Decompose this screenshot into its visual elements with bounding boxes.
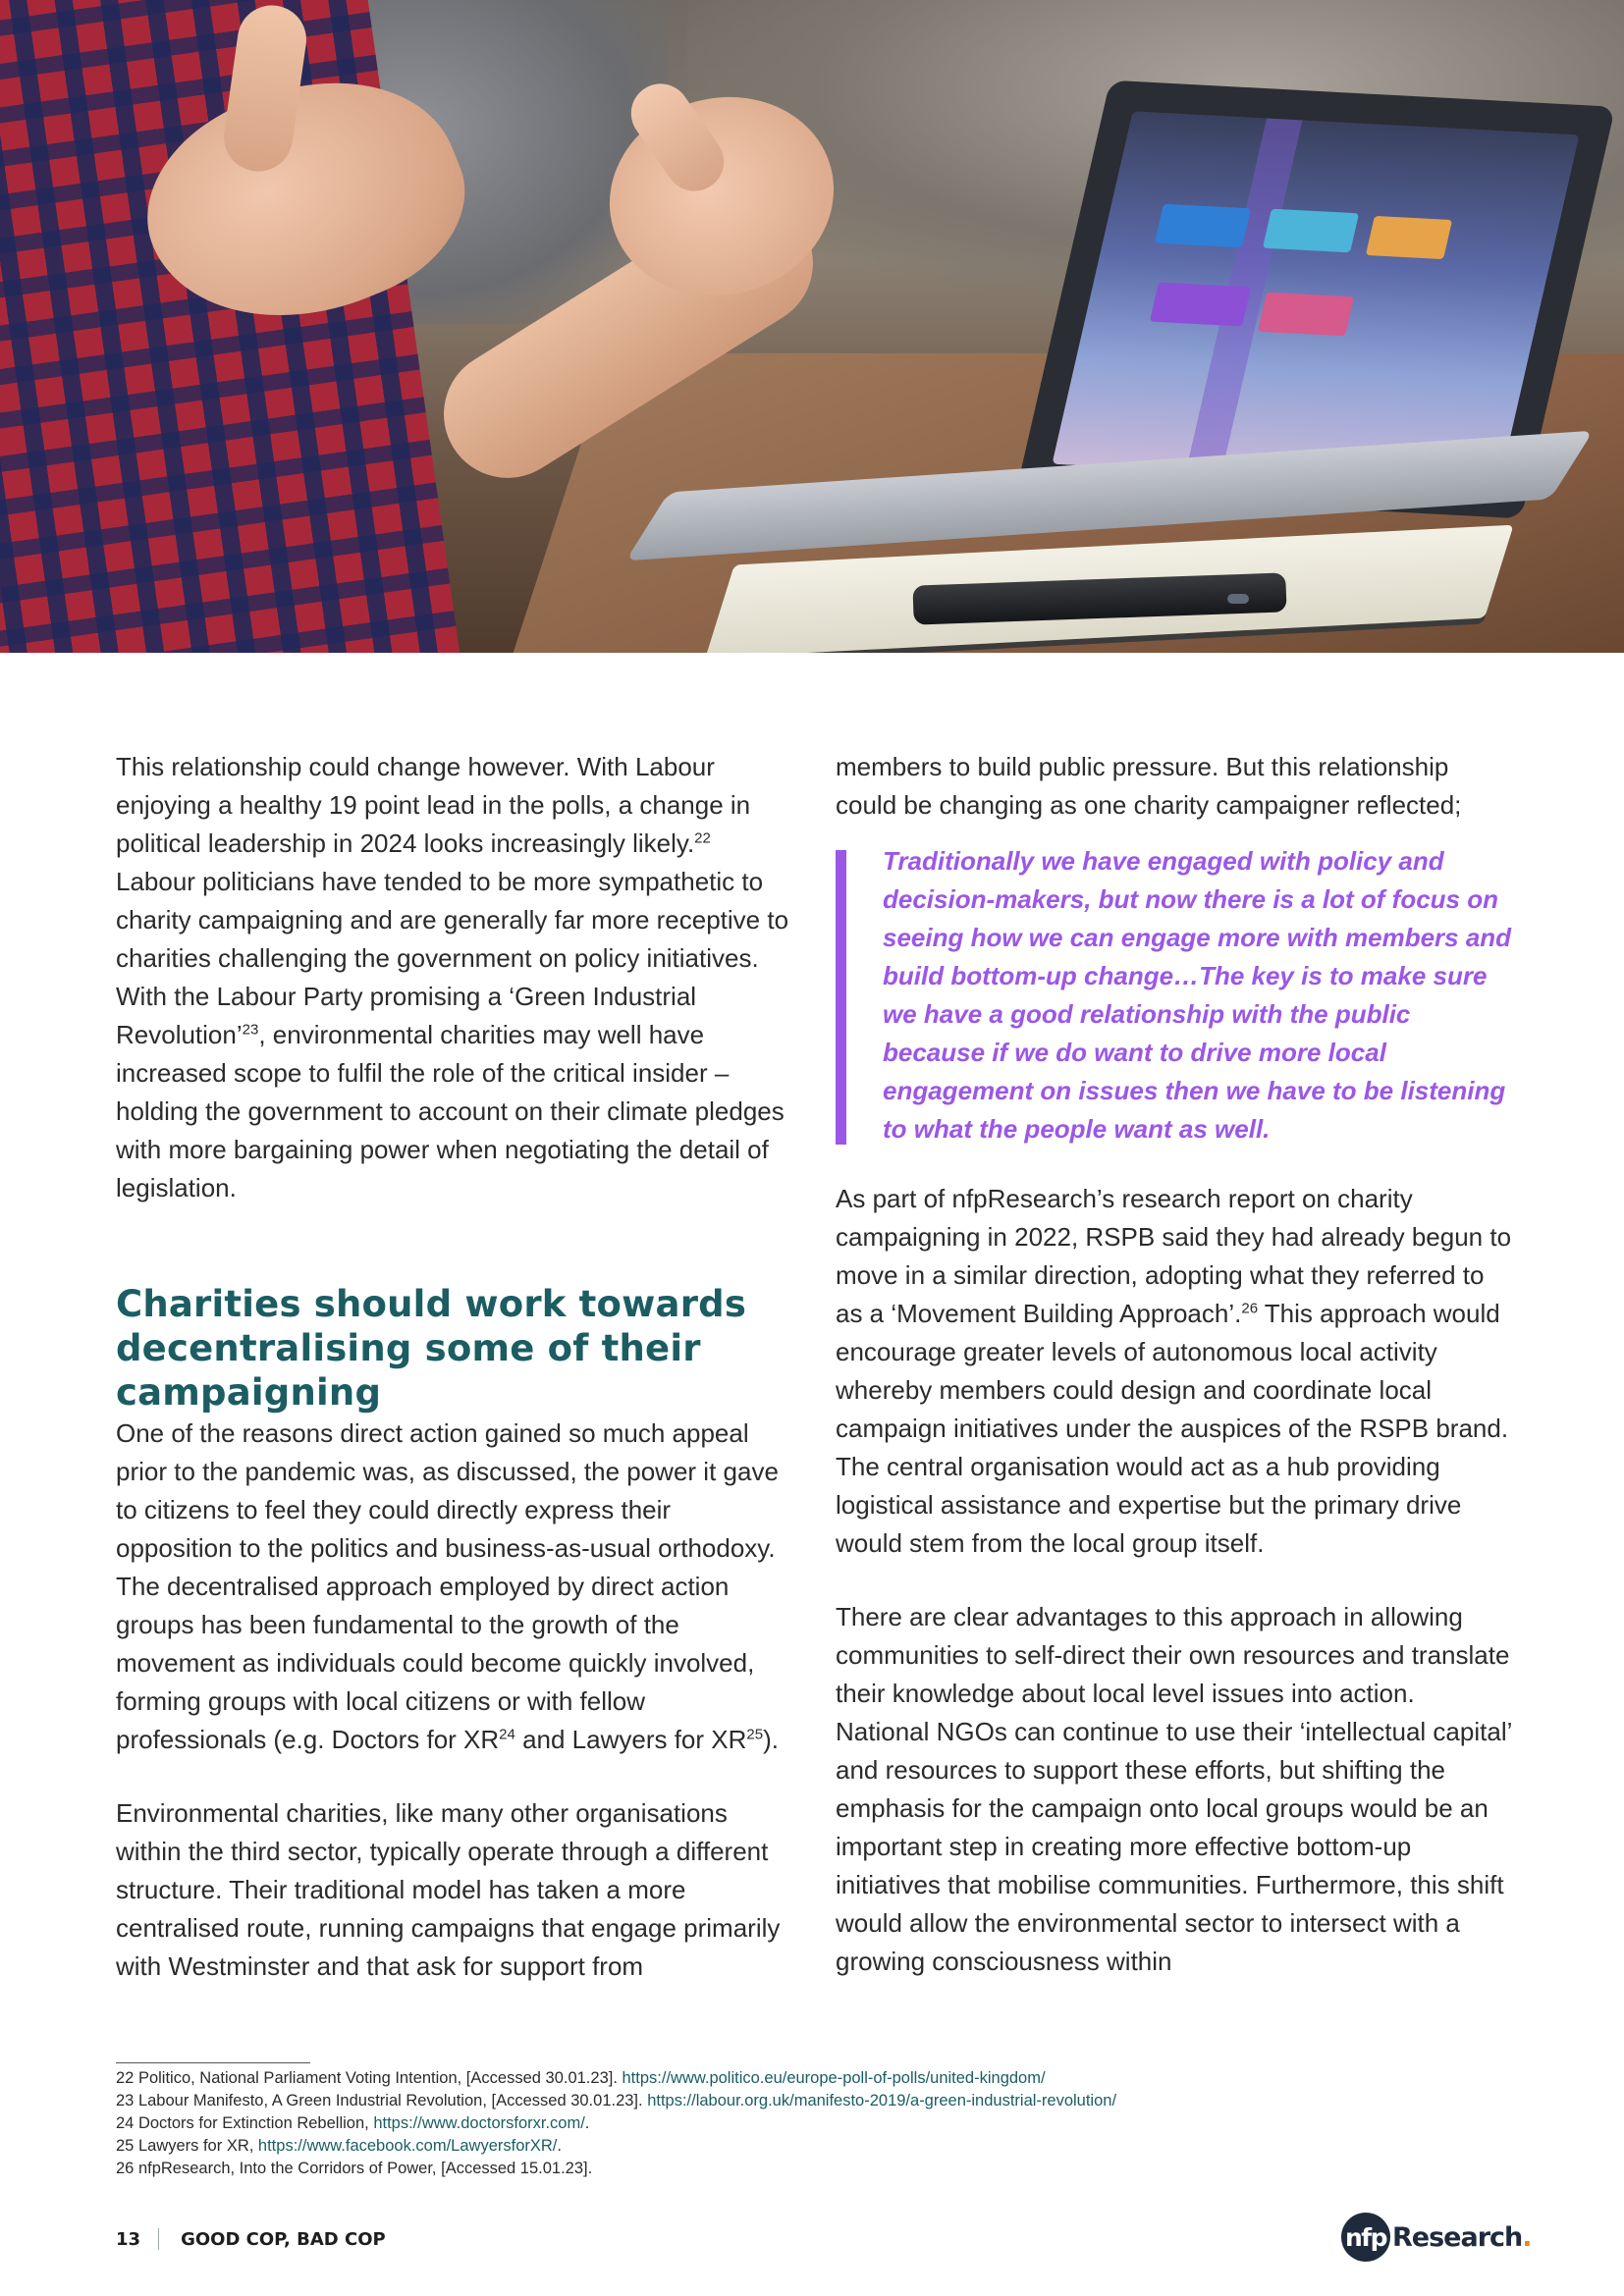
footnote-link[interactable]: https://labour.org.uk/manifesto-2019/a-green-industrial-revolution/	[647, 2092, 1117, 2109]
footnote-link[interactable]: https://www.facebook.com/LawyersforXR/	[257, 2137, 558, 2155]
footnote-link[interactable]: https://www.politico.eu/europe-poll-of-polls/united-kingdom/	[622, 2069, 1046, 2087]
footnote-ref[interactable]: 25	[746, 1726, 764, 1743]
footer-separator	[158, 2228, 159, 2250]
footnote-24: 24 Doctors for Extinction Rebellion, https://www.doctorsforxr.com/.	[116, 2114, 590, 2132]
right-column	[836, 748, 1513, 1981]
footnote-26: 26 nfpResearch, Into the Corridors of Power, [Accessed 15.01.23].	[116, 2160, 593, 2177]
logo-dot: .	[1522, 2221, 1533, 2253]
pull-quote: Traditionally we have engaged with policy and decision-makers, but now there is a lot of focus on seeing how we can engage more with members and build bottom-up change…The key is to make sure we have a good relationship with the public because if we do want to drive more local engagement on issues then we have to be listening to what the people want as well.	[836, 842, 1513, 1148]
left-column	[116, 748, 793, 1986]
footnote-divider	[116, 2062, 310, 2063]
paragraph-rspb: As part of nfpResearch’s research report on charity campaigning in 2022, RSPB said they had already begun to move in a similar direction, adopting what they referred to as a ‘Movement Building Approach’.$^{26}$ This approach would encourage greater levels of autonomous local activity whereby members could design and coordinate local campaign initiatives under the auspices of the RSPB brand. The central organisation would act as a hub providing logistical assistance and expertise but the primary drive would stem from the local group itself.	[836, 1184, 1512, 1558]
footnote-link[interactable]: https://www.doctorsforxr.com/	[373, 2114, 585, 2132]
footnote-22: 22 Politico, National Parliament Voting Intention, [Accessed 30.01.23]. https://www.politico.eu/europe-poll-of-polls/united-kingdom/	[116, 2069, 1046, 2087]
footnote-25: 25 Lawyers for XR, https://www.facebook.com/LawyersforXR/.	[116, 2137, 562, 2155]
paragraph-environmental-charities: Environmental charities, like many other organisations within the third sector, typically operate through a different structure. Their traditional model has taken a more centralised route, running campaigns that engage primarily with Westminster and that ask for support from	[116, 1798, 781, 1981]
logo-badge: nfp	[1341, 2213, 1390, 2262]
logo-wordmark: Research	[1392, 2221, 1523, 2253]
paragraph-leadership: This relationship could change however. With Labour enjoying a healthy 19 point lead in the polls, a change in political leadership in 2024 looks increasingly likely.$^{22}$ Labour politicians have tended to be more sympathetic to charity campaigning and are generally far more receptive to charities challenging the government on policy initiatives. With the Labour Party promising a ‘Green Industrial Revolution’$^{23}$, environmental charities may well have increased scope to fulfil the role of the critical insider – holding the government to account on their climate pledges with more bargaining power when negotiating the detail of legislation.	[116, 752, 789, 1202]
screen-card	[1155, 204, 1251, 248]
footnote-ref[interactable]: 24	[499, 1726, 515, 1743]
footnotes	[116, 2067, 1540, 2180]
footnote-ref[interactable]: 22	[694, 829, 711, 847]
paragraph-advantages: There are clear advantages to this approach in allowing communities to self-direct their own resources and translate their knowledge about local level issues into action. National NGOs can continue to use their ‘intellectual capital’ and resources to support these efforts, but shifting the emphasis for the campaign onto local groups would be an important step in creating more effective bottom-up initiatives that mobilise communities. Furthermore, this shift would allow the environmental sector to intersect with a growing consciousness within	[836, 1602, 1512, 1976]
page-footer	[116, 2225, 386, 2253]
phone-camera	[1227, 594, 1249, 604]
page-number: 13	[116, 2228, 141, 2250]
quote-bar	[836, 850, 846, 1145]
footnote-23: 23 Labour Manifesto, A Green Industrial Revolution, [Accessed 30.01.23]. https://labour.org.uk/manifesto-2019/a-green-industrial-revolution/	[116, 2092, 1117, 2109]
screen-card	[1366, 216, 1452, 259]
screen-card	[1258, 293, 1354, 337]
document-title: GOOD COP, BAD COP	[181, 2228, 386, 2250]
footnote-ref[interactable]: 23	[242, 1021, 259, 1039]
hero-photo	[0, 0, 1624, 653]
screen-card	[1263, 209, 1359, 253]
paragraph-public-pressure: members to build public pressure. But this relationship could be changing as one charity campaigner reflected;	[836, 752, 1462, 820]
paragraph-direct-action: One of the reasons direct action gained so much appeal prior to the pandemic was, as discussed, the power it gave to citizens to feel they could directly express their opposition to the politics and business-as-usual orthodoxy. The decentralised approach employed by direct action groups has been fundamental to the growth of the movement as individuals could become quickly involved, forming groups with local citizens or with fellow professionals (e.g. Doctors for XR$^{24}$ and Lawyers for XR$^{25}$).	[116, 1418, 779, 1754]
nfp-research-logo	[1341, 2213, 1533, 2262]
screen-card	[1150, 283, 1251, 327]
footnote-ref[interactable]: 26	[1241, 1300, 1259, 1317]
section-heading: Charities should work towards decentralising some of their campaigning	[116, 1283, 747, 1414]
